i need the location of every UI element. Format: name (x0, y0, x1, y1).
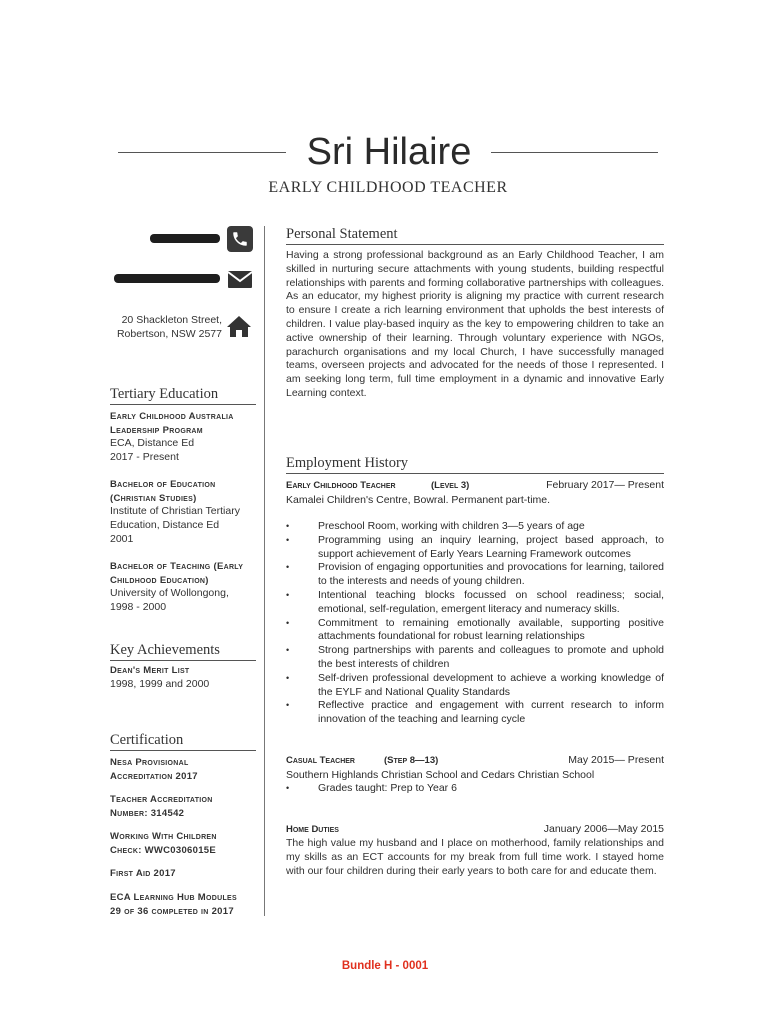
education-dates: 2017 - Present (110, 451, 179, 464)
job-role: Casual Teacher (286, 755, 355, 766)
education-institution: ECA, Distance Ed (110, 437, 195, 450)
certification-heading: Certification (110, 732, 256, 751)
certification-name: Working With Children (110, 831, 217, 842)
job-employer: Southern Highlands Christian School and Cedars Christian School (286, 769, 595, 781)
list-item: • Commitment to remaining emotionally available, supporting positive attachments foundational for robust learning relationships (286, 617, 664, 645)
certification-name: ECA Learning Hub Modules (110, 892, 237, 903)
certification-entry (110, 891, 260, 918)
list-item: • Self-driven professional development to achieve a working knowledge of the EYLF and National Quality Standards (286, 672, 664, 700)
list-item: • Programming using an inquiry learning, project based approach, to support achievement of Early Years Learning Framework outcomes (286, 534, 664, 562)
job-role: Home Duties (286, 824, 339, 835)
name-header (118, 130, 658, 174)
job-dates: January 2006—May 2015 (543, 823, 664, 835)
education-dates: 2001 (110, 532, 134, 545)
employment-history-heading: Employment History (286, 455, 664, 474)
job-title: EARLY CHILDHOOD TEACHER (268, 179, 508, 196)
education-entry (110, 560, 260, 615)
job-header (286, 823, 664, 837)
education-institution: University of Wollongong, (110, 587, 229, 600)
personal-statement-heading: Personal Statement (286, 226, 664, 245)
header-rule-right (491, 152, 658, 153)
certification-entry (110, 867, 260, 881)
education-degree-cont: Leadership Program (110, 424, 203, 436)
education-degree: Bachelor of Teaching (Early (110, 561, 244, 572)
education-degree: Early Childhood Australia (110, 411, 234, 422)
education-entry (110, 410, 260, 465)
job-employer: Kamalei Children's Centre, Bowral. Permanent part-time. (286, 494, 551, 506)
envelope-icon (227, 267, 253, 293)
phone-icon (227, 226, 253, 252)
column-divider (264, 226, 265, 916)
list-item: • Reflective practice and engagement with current research to inform innovation of the teaching and learning cycle (286, 699, 664, 727)
education-mode: Education, Distance Ed (110, 519, 220, 532)
job-level: (Step 8—13) (384, 755, 439, 766)
candidate-name: Sri Hilaire (306, 131, 472, 173)
home-icon (226, 314, 252, 343)
list-item: • Provision of engaging opportunities and provocations for learning, tailored to the interests and needs of young children. (286, 561, 664, 589)
certification-entry (110, 830, 260, 857)
job-description: The high value my husband and I place on motherhood, family relationships and my skills as an ECT accounts for my break from full time work. I stayed home with our four children during their early years to both care for and educate them. (286, 837, 664, 877)
certification-entry (110, 793, 260, 820)
education-institution: Institute of Christian Tertiary (110, 505, 240, 518)
education-degree: Bachelor of Education (110, 479, 216, 490)
address (110, 313, 222, 341)
job-duties-list (286, 782, 664, 796)
certification-detail: 29 of 36 completed in 2017 (110, 905, 234, 917)
education-dates: 1998 - 2000 (110, 601, 167, 614)
list-item: • Grades taught: Prep to Year 6 (286, 782, 664, 796)
certification-name: First Aid 2017 (110, 868, 176, 879)
header-rule-left (118, 152, 286, 153)
education-entry (110, 478, 260, 547)
personal-statement-text: Having a strong professional background as an Early Childhood Teacher, I am skilled in nurturing secure attachments with young students, building respectful relationships with parents and forming collaborative partnerships with colleagues. As an educator, my highest priority is aligning my practice with current research to ensure I create a rich learning environment that upholds the best interests of children. I value play-based inquiry as the key to empowering children to take an active ownership of their learning. Through voluntary experience with NGOs, parachurch organisations and my local Church, I have successfully managed teams, overseen projects and advocated for the needs of those I represented. I am seeking long term, full time employment in a dynamic and innovative Early Learning context. (286, 249, 664, 399)
address-line-1: 20 Shackleton Street, (121, 314, 222, 326)
job-header (286, 754, 664, 768)
achievement-years: 1998, 1999 and 2000 (110, 677, 210, 690)
key-achievements-heading: Key Achievements (110, 642, 256, 661)
redacted-phone (150, 234, 220, 243)
certification-name: Nesa Provisional (110, 757, 189, 768)
list-item: • Preschool Room, working with children 3—5 years of age (286, 520, 664, 534)
certification-detail: Number: 314542 (110, 807, 185, 819)
address-line-2: Robertson, NSW 2577 (116, 328, 222, 340)
bundle-stamp: Bundle H - 0001 (341, 960, 429, 972)
achievement-name: Dean's Merit List (110, 665, 190, 676)
job-role: Early Childhood Teacher (286, 480, 396, 491)
list-item: • Strong partnerships with parents and colleagues to promote and uphold the best interests of children (286, 644, 664, 672)
list-item: • Intentional teaching blocks focussed on school readiness; social, emotional, self-regulation, emergent literacy and numeracy skills. (286, 589, 664, 617)
certification-detail: Check: WWC0306015E (110, 844, 217, 856)
certification-detail: Accreditation 2017 (110, 770, 198, 782)
job-duties-list (286, 520, 664, 727)
certification-name: Teacher Accreditation (110, 794, 213, 805)
achievement-entry (110, 664, 260, 691)
certification-entry (110, 756, 260, 783)
redacted-email (114, 274, 220, 283)
education-degree-cont: (Christian Studies) (110, 492, 197, 504)
education-degree-cont: Childhood Education) (110, 574, 209, 586)
job-dates: February 2017— Present (546, 479, 664, 491)
job-level: (Level 3) (431, 480, 470, 491)
tertiary-education-heading: Tertiary Education (110, 386, 256, 405)
job-header (286, 479, 664, 493)
job-dates: May 2015— Present (568, 754, 664, 766)
